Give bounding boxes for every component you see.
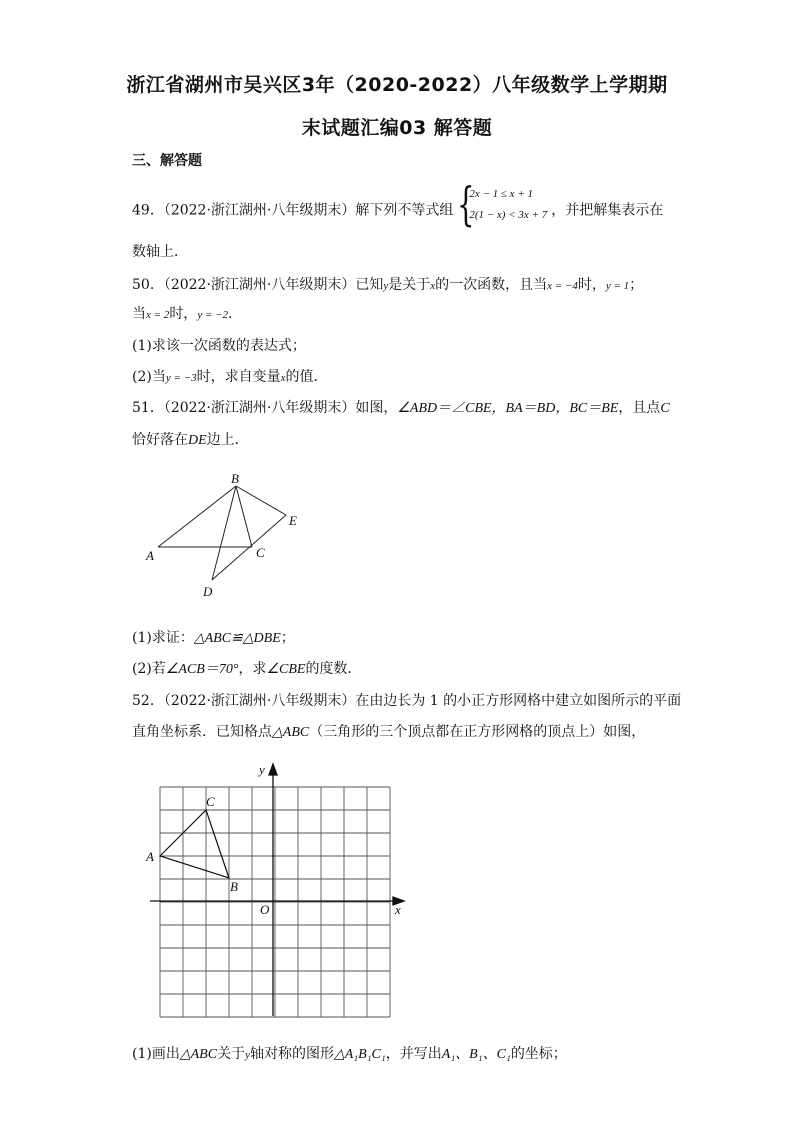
q50-cond1x: x = −4 xyxy=(547,280,578,292)
q50-part2 xyxy=(132,367,327,388)
label-c: C xyxy=(256,545,265,560)
segment-be xyxy=(236,486,286,515)
label-d: D xyxy=(203,584,213,599)
q50-p2c: 的值． xyxy=(285,369,328,385)
q49-inequality-system xyxy=(457,177,548,237)
q50-cond1y: y = 1 xyxy=(605,280,630,292)
q51-p2b: ∠ACB＝70° xyxy=(165,662,239,677)
q52-p1g: ，并写出 xyxy=(385,1046,442,1062)
segment-ab xyxy=(158,486,236,547)
q52-l2b: △ABC xyxy=(272,725,310,740)
q52-p1h: A₁、B₁、C₁ xyxy=(441,1047,511,1062)
q52-part1 xyxy=(132,1044,567,1065)
label-o: O xyxy=(260,902,270,917)
q51-line2 xyxy=(132,430,249,451)
q49-eq2: 2(1 − x) < 3x + 7 xyxy=(469,209,548,221)
y-axis-arrow-icon xyxy=(269,764,277,775)
label-a: A xyxy=(146,548,154,563)
q50-p2x: x xyxy=(280,372,286,384)
segment-bc xyxy=(236,486,252,547)
q52-p1e: 轴对称的图形 xyxy=(249,1046,334,1062)
q52-line2 xyxy=(132,722,645,743)
q51-l1c: ，且点 xyxy=(618,400,661,416)
label-b: B xyxy=(231,471,239,486)
q49-line1 xyxy=(132,177,664,231)
q52-p1a: (1)画出 xyxy=(132,1046,180,1062)
q50-p2y: y = −3 xyxy=(165,372,197,384)
q50-l1e: ； xyxy=(629,277,644,293)
q51-p1a: (1)求证： xyxy=(132,630,194,646)
q52-p1d: y xyxy=(245,1049,250,1061)
q50-p2a: (2)当 xyxy=(132,369,166,385)
q51-line1 xyxy=(132,398,670,419)
q51-p1b: △ABC≌△DBE xyxy=(193,631,281,646)
label-a: A xyxy=(146,849,154,864)
label-c: C xyxy=(206,794,215,809)
q51-part1 xyxy=(132,628,295,649)
q50-x: x xyxy=(430,280,436,292)
q49-prefix: 49．（2022·浙江湖州·八年级期末）解下列不等式组 xyxy=(132,202,454,219)
q52-line1: 52．（2022·浙江湖州·八年级期末）在由边长为 1 的小正方形网格中建立如图所示的平面 xyxy=(132,693,682,709)
q51-l2b: DE xyxy=(188,433,207,448)
q51-l1a: 51．（2022·浙江湖州·八年级期末）如图， xyxy=(132,400,398,416)
q50-l2a: 当 xyxy=(132,306,146,322)
q52-coordinate-grid xyxy=(140,756,410,1020)
q50-cond2x: x = 2 xyxy=(146,309,170,321)
triangle-abc xyxy=(160,810,229,878)
paper-title-line2: 末试题汇编03 解答题 xyxy=(301,117,493,139)
segment-bd xyxy=(212,486,236,580)
section-heading: 三、解答题 xyxy=(132,153,202,169)
q51-p2e: 的度数． xyxy=(305,661,362,677)
q52-p1f: △A₁B₁C₁ xyxy=(333,1047,386,1062)
label-x: x xyxy=(395,902,401,917)
q50-line1 xyxy=(132,275,643,296)
q50-y: y xyxy=(383,280,389,292)
q51-part2 xyxy=(132,659,361,680)
q49-suffix: ，并把解集表示在 xyxy=(551,202,664,219)
q49-eq1: 2x − 1 ≤ x + 1 xyxy=(469,188,533,200)
q49-line2: 数轴上． xyxy=(132,244,188,260)
q51-p1c: ； xyxy=(280,630,295,646)
q50-line2 xyxy=(132,304,242,325)
q50-cond2y: y = −2 xyxy=(197,309,229,321)
q51-p2c: ，求 xyxy=(238,661,267,677)
q51-figure xyxy=(140,470,320,605)
brace-icon: { xyxy=(457,177,475,231)
q51-l1d: C xyxy=(660,401,670,416)
q52-p1c: 关于 xyxy=(217,1046,246,1062)
q50-p2b: 时，求自变量 xyxy=(196,369,281,385)
label-e: E xyxy=(289,513,297,528)
q51-l1b: ∠ABD＝∠CBE，BA＝BD，BC＝BE xyxy=(397,401,619,416)
label-y: y xyxy=(259,762,265,777)
paper-title-line1: 浙江省湖州市吴兴区3年（2020-2022）八年级数学上学期期 xyxy=(126,74,668,96)
q52-l2a: 直角坐标系．已知格点 xyxy=(132,724,272,740)
label-b: B xyxy=(230,879,238,894)
q50-part1: (1)求该一次函数的表达式； xyxy=(132,338,306,354)
q51-l2a: 恰好落在 xyxy=(132,432,188,448)
q51-l2c: 边上． xyxy=(206,432,249,448)
q50-l1c: 的一次函数，且当 xyxy=(435,277,548,293)
q50-l1b: 是关于 xyxy=(388,277,431,293)
q52-p1b: △ABC xyxy=(179,1047,218,1062)
q52-p1i: 的坐标； xyxy=(510,1046,567,1062)
q51-p2d: ∠CBE xyxy=(266,662,306,677)
q51-p2a: (2)若 xyxy=(132,661,166,677)
q50-l1d: 时， xyxy=(577,277,606,293)
q52-l2c: （三角形的三个顶点都在正方形网格的顶点上）如图， xyxy=(309,724,646,740)
q50-l2c: ． xyxy=(228,306,243,322)
q50-l1a: 50．（2022·浙江湖州·八年级期末）已知 xyxy=(132,277,384,293)
q50-l2b: 时， xyxy=(169,306,198,322)
